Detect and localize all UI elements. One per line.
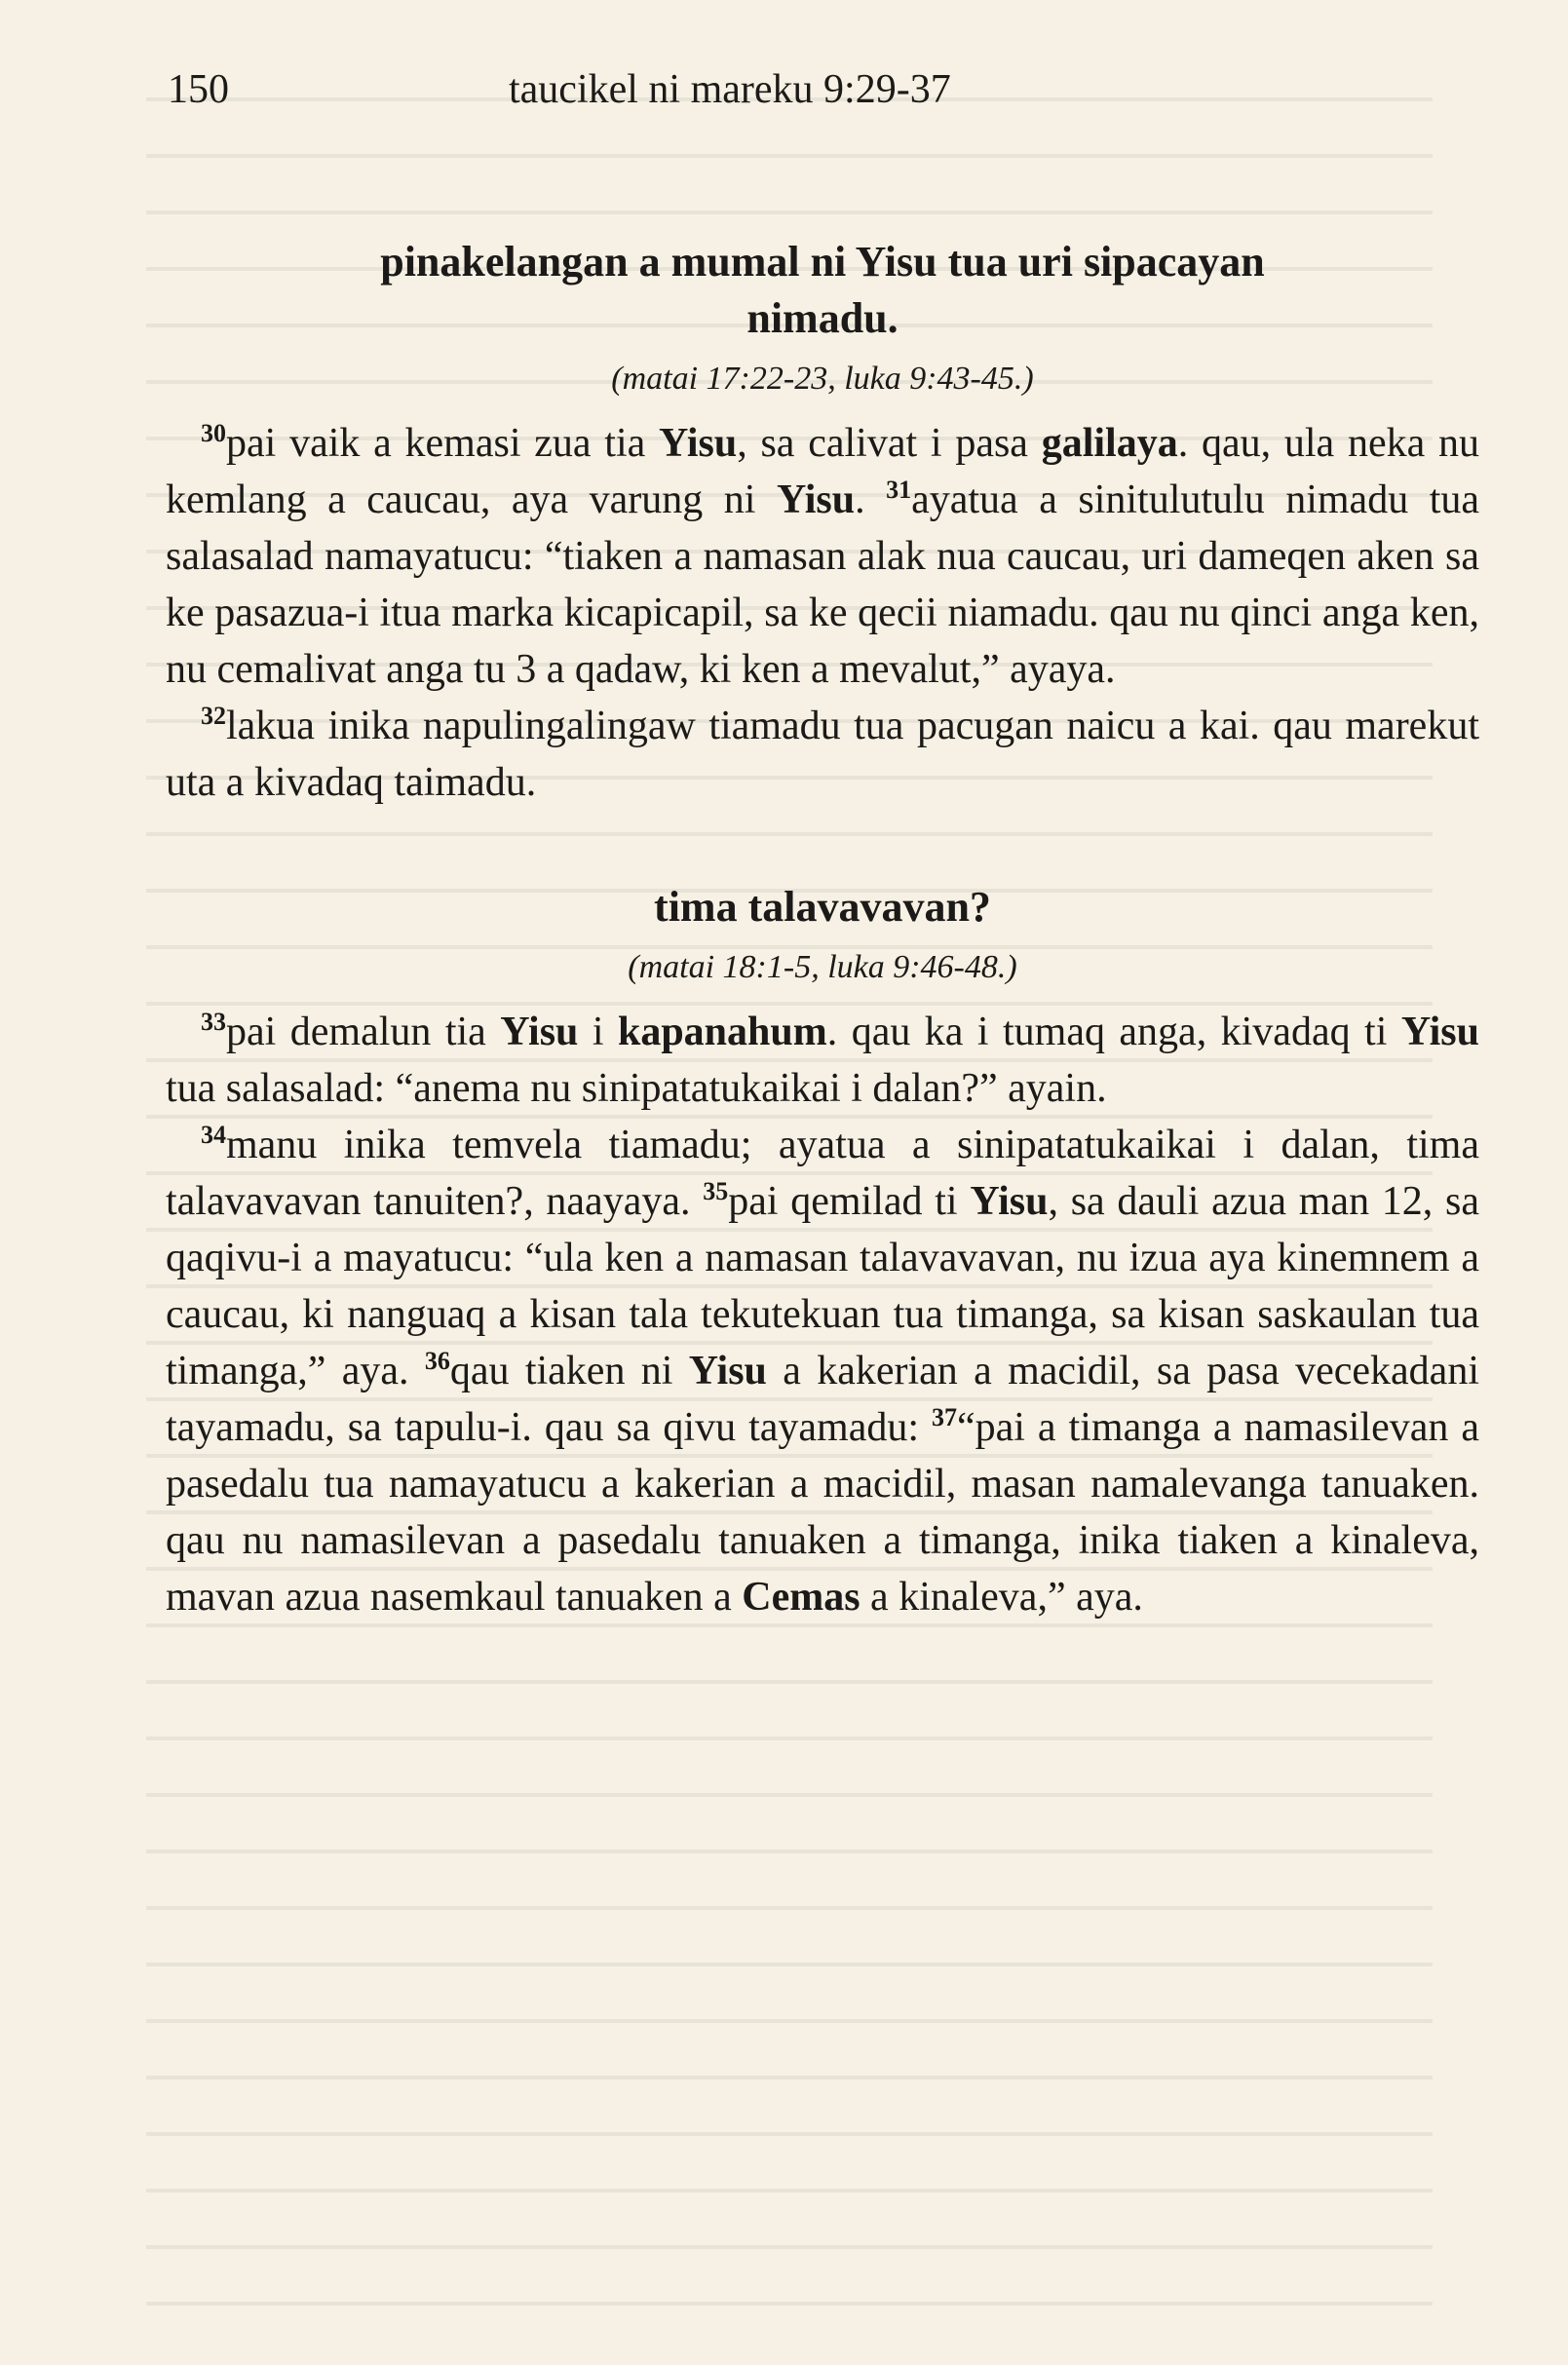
bold-name: Yisu bbox=[500, 1010, 579, 1054]
section-heading-2: tima talavavavan? bbox=[654, 883, 991, 931]
verse-text: manu inika temvela tiamadu; ayatua a sinipatatukaikai i dalan, tima talavavavan tanuiten?, naayaya. bbox=[166, 1123, 1479, 1224]
bold-name: Yisu bbox=[970, 1179, 1049, 1224]
main-text bbox=[166, 234, 1479, 1625]
cross-reference-1: (matai 17:22-23, luka 9:43-45.) bbox=[611, 361, 1034, 397]
verse-number: 34 bbox=[201, 1121, 226, 1149]
verse-number: 37 bbox=[932, 1403, 957, 1431]
verse-number: 35 bbox=[703, 1177, 729, 1205]
verse-text: a kakerian a macidil, sa pasa vecekadani tayamadu, sa tapulu-i. qau sa qivu tayamadu: bbox=[166, 1349, 1479, 1450]
verse-text: . qau ka i tumaq anga, kivadaq ti bbox=[826, 1010, 1401, 1054]
running-title: taucikel ni mareku 9:29-37 bbox=[509, 67, 951, 112]
paragraph-verses-30-31 bbox=[166, 415, 1479, 698]
bold-name: Yisu bbox=[688, 1349, 767, 1393]
verse-text: . qau, ula neka nu kemlang a caucau, aya varung ni bbox=[166, 421, 1479, 522]
bold-place: kapanahum bbox=[617, 1010, 827, 1054]
verse-number: 33 bbox=[201, 1008, 226, 1036]
verse-text: , sa dauli azua man 12, sa qaqivu-i a mayatucu: “ula ken a namasan talavavavan, nu izua aya kinemnem a caucau, ki nanguaq a kisan tala tekutekuan tua timanga, sa kisan saskaulan tua timanga,” aya. bbox=[166, 1179, 1480, 1393]
verse-text: a kinaleva,” aya. bbox=[860, 1575, 1143, 1620]
paragraph-verse-32 bbox=[166, 698, 1479, 811]
verse-text: tua salasalad: “anema nu sinipatatukaikai i dalan?” ayain. bbox=[166, 1066, 1107, 1111]
verse-text: pai demalun tia bbox=[226, 1010, 501, 1054]
verse-text: qau tiaken ni bbox=[449, 1349, 689, 1393]
paragraph-verses-34-37 bbox=[166, 1117, 1479, 1625]
page-number: 150 bbox=[168, 67, 229, 112]
bold-name: Yisu bbox=[659, 421, 738, 466]
verse-text: i bbox=[578, 1010, 618, 1054]
bold-name: Cemas bbox=[742, 1575, 860, 1620]
verse-text: . bbox=[855, 477, 865, 522]
bold-name: Yisu bbox=[776, 477, 856, 522]
verse-text: lakua inika napulingalingaw tiamadu tua pacugan naicu a kai. qau marekut uta a kivadaq taimadu. bbox=[166, 704, 1479, 805]
bold-place: galilaya bbox=[1041, 421, 1178, 466]
verse-number: 32 bbox=[201, 702, 226, 730]
verse-text: “pai a timanga a namasilevan a pasedalu tua namayatucu a kakerian a macidil, masan namalevanga tanuaken. qau nu namasilevan a pasedalu tanuaken a timanga, inika tiaken a kinaleva, mavan azua nasemkaul tanuaken a bbox=[166, 1405, 1479, 1620]
verse-text: , sa calivat i pasa bbox=[737, 421, 1042, 466]
verse-text: ayatua a sinitulutulu nimadu tua salasalad namayatucu: “tiaken a namasan alak nua caucau, uri dameqen aken sa ke pasazua-i itua marka kicapicapil, sa ke qecii niamadu. qau nu qinci anga ken, nu cemalivat anga tu 3 a qadaw, ki ken a mevalut,” ayaya. bbox=[166, 477, 1480, 692]
bold-name: Yisu bbox=[1400, 1010, 1479, 1054]
verse-text: pai vaik a kemasi zua tia bbox=[226, 421, 660, 466]
section-heading-1-line1: pinakelangan a mumal ni Yisu tua uri sipacayan bbox=[380, 238, 1265, 286]
paragraph-verse-33 bbox=[166, 1004, 1479, 1117]
verse-number: 30 bbox=[201, 419, 226, 447]
verse-text: pai qemilad ti bbox=[728, 1179, 971, 1224]
section-gap bbox=[166, 811, 1479, 879]
section-heading-1-line2: nimadu. bbox=[746, 294, 899, 342]
verse-number: 36 bbox=[424, 1347, 450, 1375]
verse-number: 31 bbox=[886, 476, 912, 504]
cross-reference-2: (matai 18:1-5, luka 9:46-48.) bbox=[628, 949, 1017, 985]
